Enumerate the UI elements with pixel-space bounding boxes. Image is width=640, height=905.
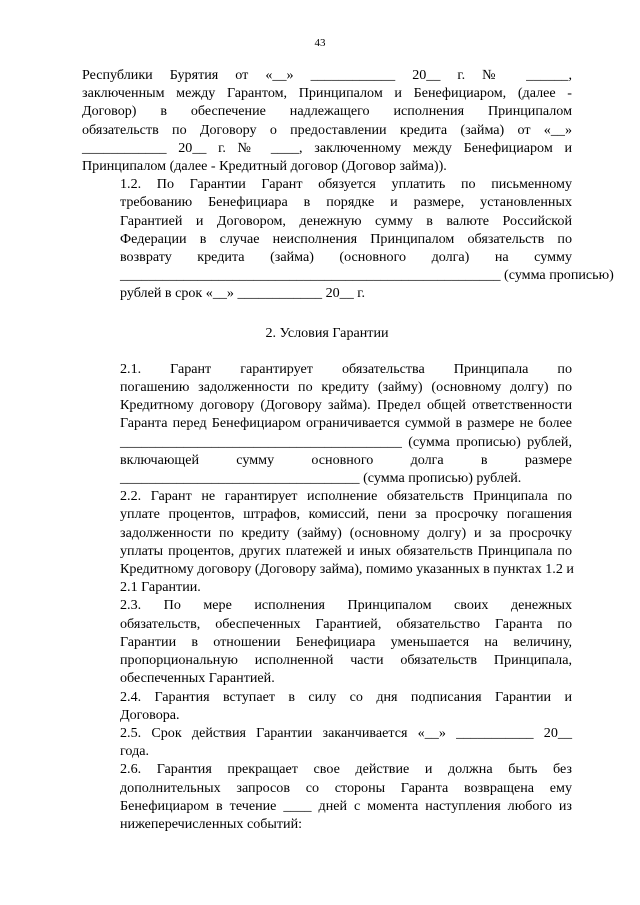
page-number: 43 bbox=[314, 37, 326, 49]
text-line: погашению задолженности по кредиту (займу) (основному долгу) по bbox=[120, 379, 572, 396]
text-line: 2.6. Гарантия прекращает свое действие и должна быть без bbox=[120, 761, 572, 778]
clause-1-2 bbox=[82, 175, 614, 302]
clause-2-3 bbox=[82, 596, 572, 687]
text-line: задолженности по кредиту (займу) (основному долгу) и за просрочку bbox=[120, 524, 572, 541]
text-line: __________________________________ (сумма прописью) рублей. bbox=[120, 470, 522, 487]
text-line: Федерации в случае неисполнения Принципалом обязательств по bbox=[120, 230, 572, 247]
text-line: обеспеченных Гарантией. bbox=[120, 670, 275, 687]
text-line: 2.1 Гарантии. bbox=[120, 579, 201, 596]
text-line: возврату кредита (займа) (основного долга) на сумму bbox=[120, 249, 572, 266]
text-line: Гарантией и Договором, денежную сумму в валюте Российской bbox=[120, 212, 572, 229]
text-line: обязательств по Договору о предоставлении кредита (займа) от «__» bbox=[82, 121, 572, 138]
text-line: 2.2. Гарант не гарантирует исполнение обязательств Принципала по bbox=[120, 488, 572, 505]
text-line: включающей сумму основного долга в размере bbox=[120, 451, 572, 468]
intro-paragraph bbox=[82, 66, 572, 175]
text-line: Договор) в обеспечение надлежащего исполнения Принципалом bbox=[82, 103, 572, 120]
text-line: обязательств, обеспеченных Гарантией, обязательство Гаранта по bbox=[120, 615, 572, 632]
text-line: уплате процентов, штрафов, комиссий, пени за просрочку погашения bbox=[120, 506, 572, 523]
text-line: рублей в срок «__» ____________ 20__ г. bbox=[120, 285, 366, 302]
text-line: 1.2. По Гарантии Гарант обязуется уплатить по письменному bbox=[120, 176, 572, 193]
section-title: 2. Условия Гарантии bbox=[265, 324, 389, 341]
text-line: Кредитному договору (Договору займа), помимо указанных в пунктах 1.2 и bbox=[120, 561, 574, 578]
clause-2-6 bbox=[82, 760, 572, 833]
text-line: Гарантии в отношении Бенефициара уменьшается на величину, bbox=[120, 633, 572, 650]
text-line: ______________________________________________________ (сумма прописью) bbox=[120, 267, 614, 284]
text-line: 2.1. Гарант гарантирует обязательства Принципала по bbox=[120, 360, 572, 377]
document-body bbox=[82, 66, 614, 833]
text-line: Республики Бурятия от «__» ____________ 20__ г. № ______, bbox=[82, 67, 572, 83]
text-line: требованию Бенефициара в порядке и размере, установленных bbox=[120, 194, 572, 211]
text-line: дополнительных запросов со стороны Гаранта возвращена ему bbox=[120, 779, 572, 796]
text-line: уплаты процентов, других платежей и иных обязательств Принципала по bbox=[120, 542, 572, 559]
text-line: ________________________________________ (сумма прописью) рублей, bbox=[120, 433, 572, 450]
text-line: Гаранта перед Бенефициаром ограничивается суммой в размере не более bbox=[120, 415, 572, 432]
text-line: Бенефициаром в течение ____ дней с момента наступления любого из bbox=[120, 797, 572, 814]
clause-2-4 bbox=[82, 688, 572, 724]
text-line: Принципалом (далее - Кредитный договор (Договор займа)). bbox=[82, 158, 447, 175]
text-line: нижеперечисленных событий: bbox=[120, 815, 303, 832]
clause-2-2 bbox=[82, 487, 572, 596]
text-line: 2.3. По мере исполнения Принципалом своих денежных bbox=[120, 597, 572, 614]
clause-2-1 bbox=[82, 360, 572, 487]
text-line: Договора. bbox=[120, 706, 180, 723]
text-line: ____________ 20__ г. № ____, заключенному между Бенефициаром и bbox=[82, 139, 572, 156]
text-line: 2.5. Срок действия Гарантии заканчивается «__» ___________ 20__ bbox=[120, 724, 572, 741]
text-line: Кредитному договору (Договору займа). Предел общей ответственности bbox=[120, 397, 572, 414]
text-line: пропорциональную исполненной части обязательств Принципала, bbox=[120, 652, 572, 669]
text-line: заключенным между Гарантом, Принципалом и Бенефициаром, (далее - bbox=[82, 85, 572, 102]
text-line: 2.4. Гарантия вступает в силу со дня подписания Гарантии и bbox=[120, 688, 572, 705]
text-line: года. bbox=[120, 743, 150, 760]
clause-2-5 bbox=[82, 724, 572, 760]
